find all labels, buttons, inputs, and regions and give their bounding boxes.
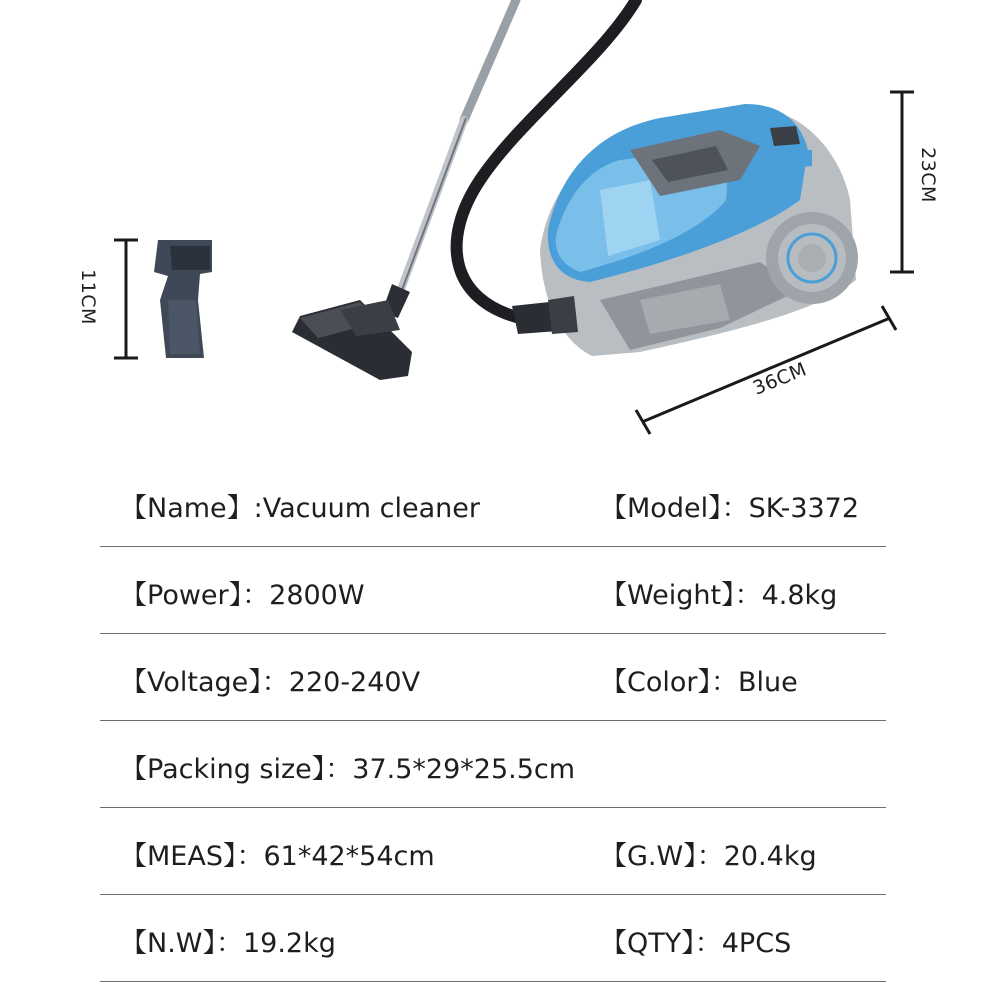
spec-label: 【N.W】 — [120, 928, 216, 959]
spec-row-voltage-color — [100, 634, 886, 721]
spec-row-nw-qty — [100, 895, 886, 982]
spec-value: 61*42*54cm — [263, 841, 435, 872]
brush-dimension-line — [114, 240, 138, 358]
spec-value: SK-3372 — [748, 493, 860, 524]
spec-label: 【Voltage】 — [120, 667, 262, 698]
spec-label: 【Color】 — [600, 667, 711, 698]
spec-separator: ： — [236, 841, 264, 872]
spec-separator: ： — [261, 667, 289, 698]
spec-row-power-weight — [100, 547, 886, 634]
spec-meas — [120, 840, 435, 874]
spec-value: Vacuum cleaner — [262, 493, 480, 524]
spec-packing-size — [120, 753, 575, 787]
spec-label: 【Weight】 — [600, 580, 735, 611]
spec-label: 【Power】 — [120, 580, 243, 611]
spec-separator: ： — [721, 493, 749, 524]
spec-voltage — [120, 666, 420, 700]
spec-label: 【Model】 — [600, 493, 722, 524]
vacuum-cleaner-image — [0, 0, 1000, 460]
spec-value: Blue — [738, 667, 798, 698]
spec-value: 37.5*29*25.5cm — [352, 754, 576, 785]
body-height-dimension-line — [890, 92, 914, 272]
spec-separator: ： — [734, 580, 762, 611]
spec-value: 4PCS — [721, 928, 792, 959]
spec-quantity — [600, 927, 791, 961]
spec-value: 20.4kg — [723, 841, 817, 872]
spec-row-packing-size — [100, 721, 886, 808]
spec-color — [600, 666, 798, 700]
spec-power — [120, 579, 365, 613]
spec-label: 【MEAS】 — [120, 841, 237, 872]
spec-table — [100, 460, 886, 982]
spec-row-meas-gw — [100, 808, 886, 895]
spec-label: 【QTY】 — [600, 928, 695, 959]
spec-separator: ： — [242, 580, 270, 611]
spec-label: 【Name】 — [120, 493, 254, 524]
spec-row-name-model — [100, 460, 886, 547]
spec-value: 19.2kg — [242, 928, 336, 959]
spec-value: 2800W — [269, 580, 365, 611]
product-illustration — [0, 0, 1000, 460]
spec-label: 【G.W】 — [600, 841, 697, 872]
body-length-label: 36CM — [749, 358, 810, 400]
brush-tool-icon — [154, 240, 212, 358]
spec-separator: ： — [696, 841, 724, 872]
spec-name — [120, 492, 480, 526]
spec-label: 【Packing size】 — [120, 754, 326, 785]
spec-model — [600, 492, 859, 526]
spec-gross-weight — [600, 840, 817, 874]
spec-separator: ： — [325, 754, 353, 785]
spec-value: 220-240V — [288, 667, 421, 698]
spec-separator: ： — [711, 667, 738, 698]
spec-separator: : — [253, 493, 263, 524]
body-height-label: 23CM — [916, 147, 939, 203]
floor-nozzle-icon — [292, 284, 412, 380]
brush-height-label: 11CM — [76, 269, 99, 325]
spec-weight — [600, 579, 837, 613]
vacuum-body — [540, 104, 858, 356]
spec-separator: ： — [215, 928, 243, 959]
spec-separator: ： — [694, 928, 722, 959]
spec-value: 4.8kg — [761, 580, 838, 611]
spec-net-weight — [120, 927, 336, 961]
